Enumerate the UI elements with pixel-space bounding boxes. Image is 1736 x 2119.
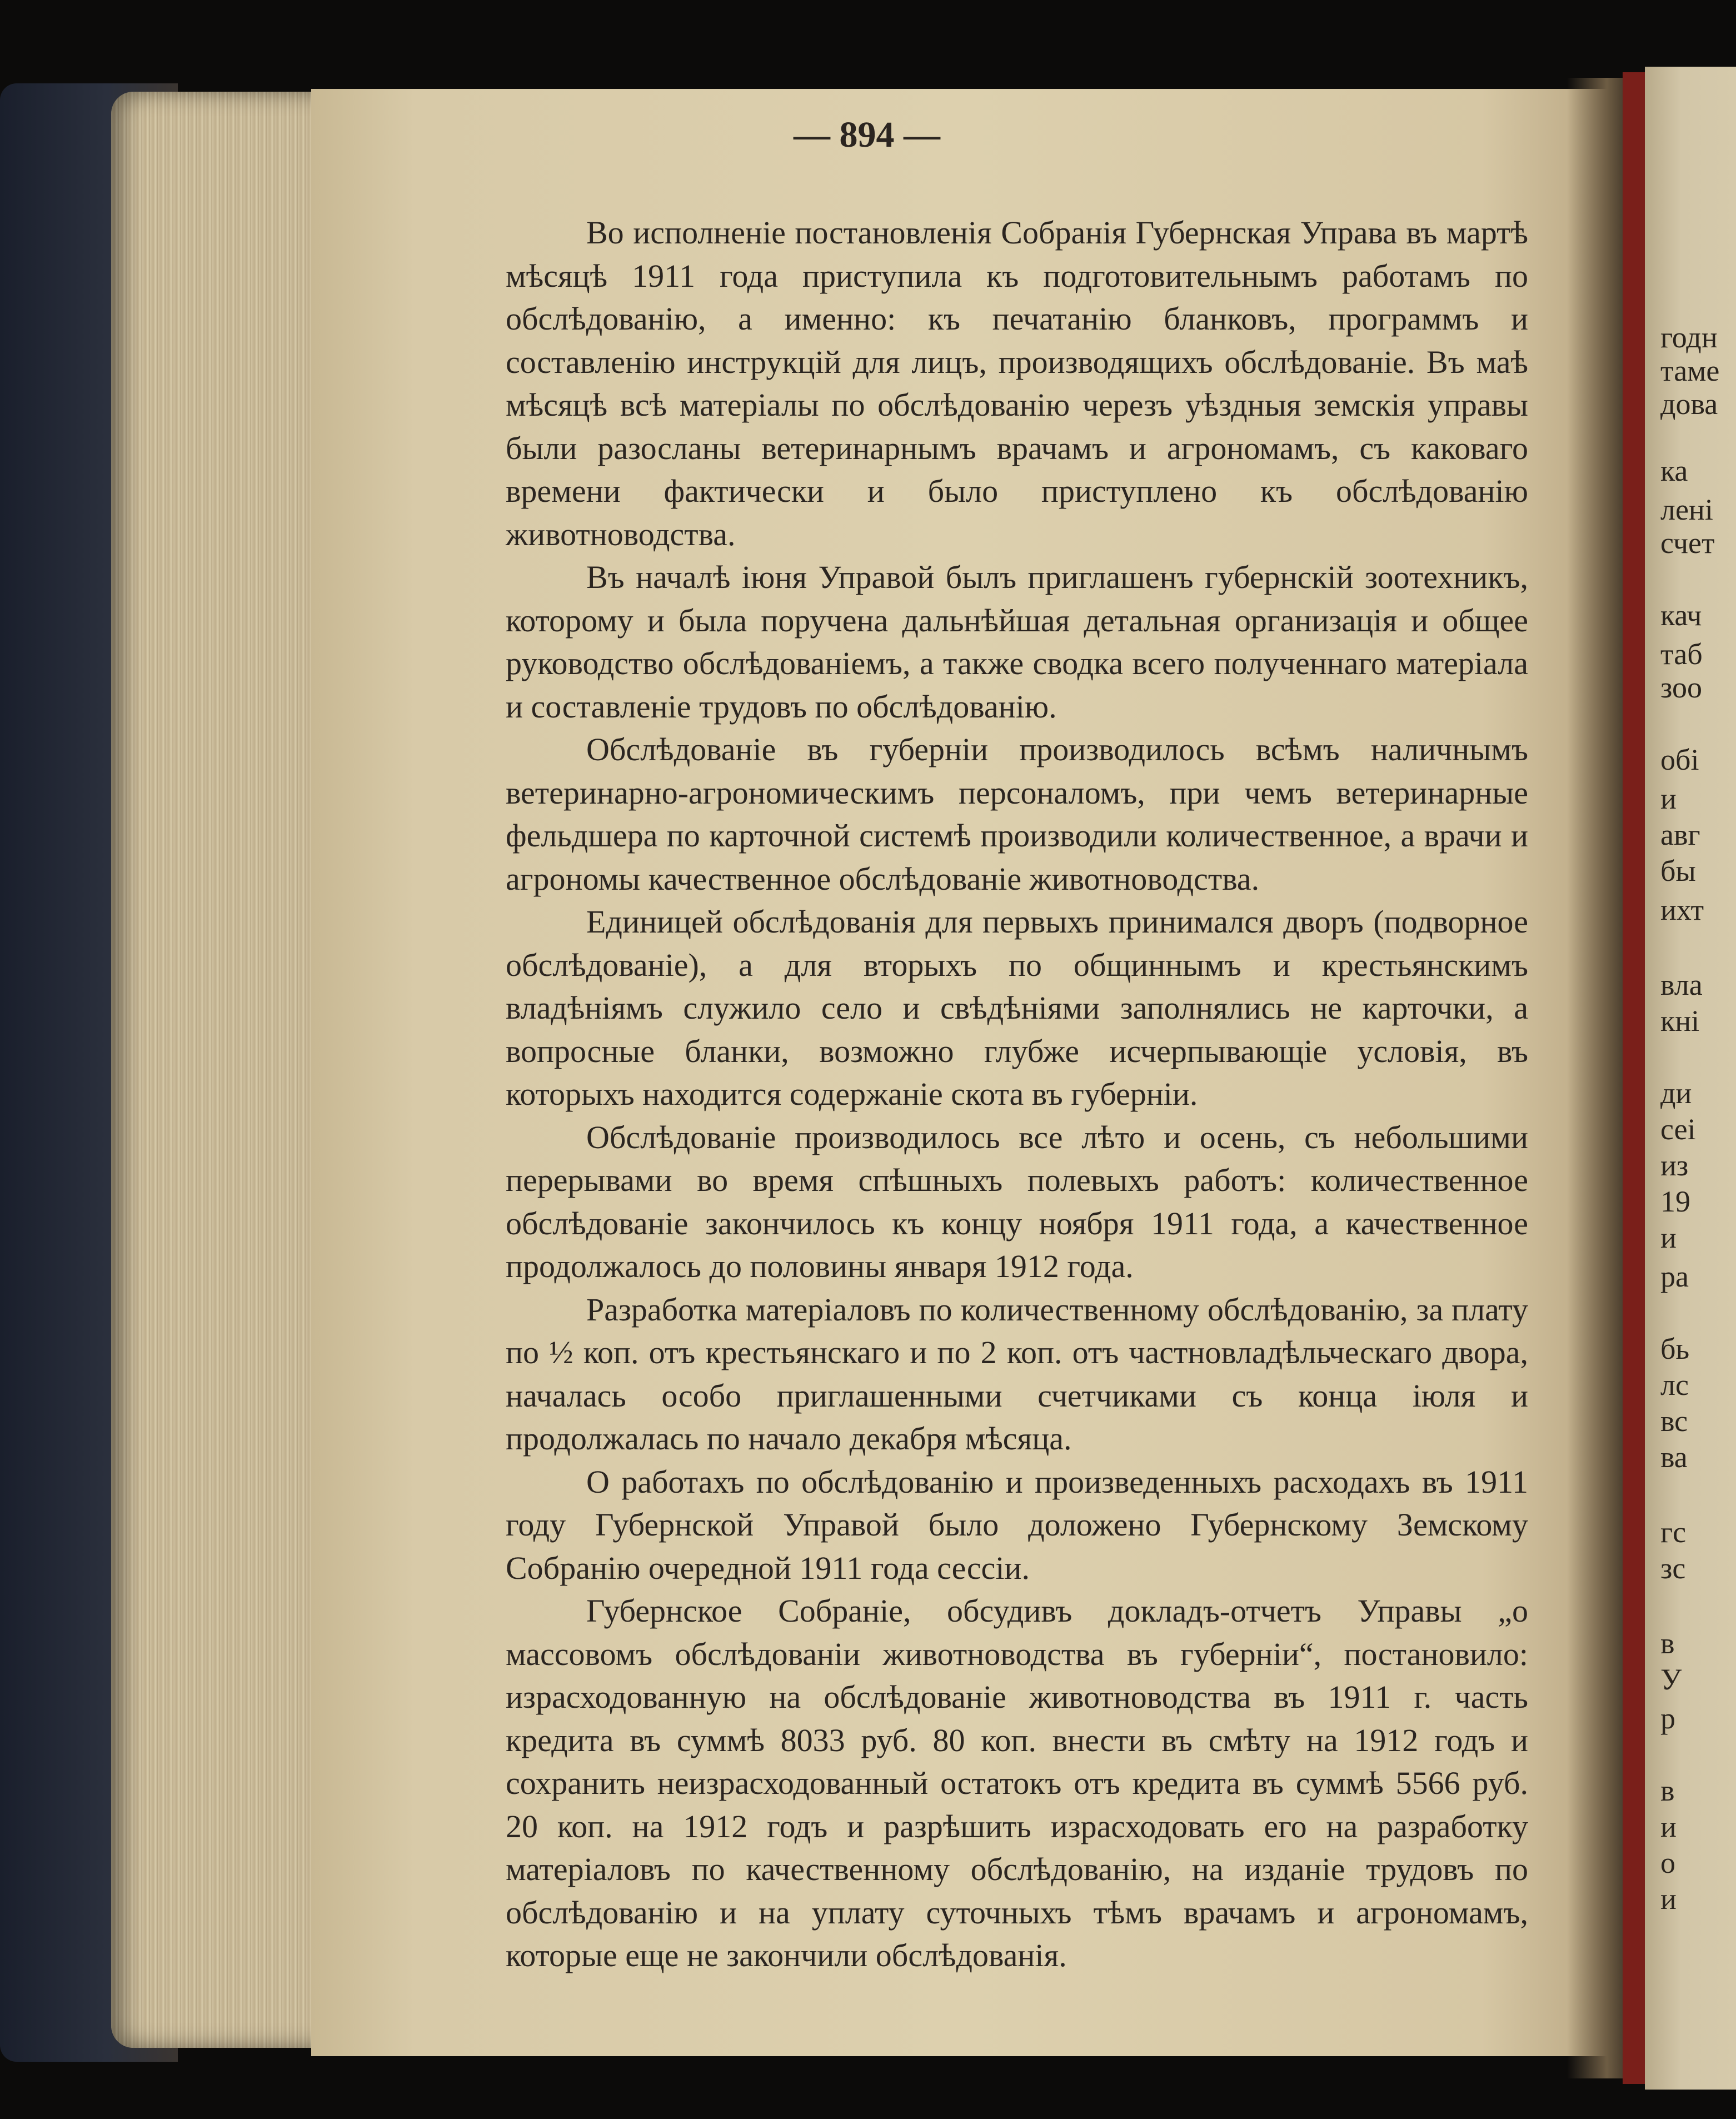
facing-page-line: и: [1660, 1221, 1677, 1254]
paragraph: Единицей обслѣдованія для первыхъ принимался дворъ (подворное обслѣдованіе), а для вторыхъ по общиннымъ и крестьянскимъ владѣніямъ служило село и свѣдѣніями заполнялись не карточки, а вопросные бланки, возможно глубже исчерпывающіе условія, въ которыхъ находится содержаніе скота въ губерніи.: [506, 904, 1528, 1112]
facing-page-line: ка: [1660, 454, 1688, 487]
facing-page-line: дова: [1660, 387, 1718, 421]
facing-page-line: зоо: [1660, 671, 1703, 704]
facing-page-line: лс: [1660, 1368, 1689, 1402]
facing-page-line: в: [1660, 1627, 1675, 1660]
facing-page-line: кні: [1660, 1004, 1700, 1038]
facing-page-line: о: [1660, 1846, 1675, 1879]
paragraph: Въ началѣ іюня Управой былъ приглашенъ губернскій зоотехникъ, которому и была поручена дальнѣйшая детальная организація и общее руководство обслѣдованіемъ, а также сводка всего полученнаго матеріала и составленіе трудовъ по обслѣдованію.: [506, 559, 1528, 725]
facing-page-line: лені: [1660, 493, 1713, 526]
facing-page-line: зс: [1660, 1552, 1686, 1585]
facing-page-line: и: [1660, 1882, 1677, 1916]
facing-page-line: вс: [1660, 1404, 1688, 1438]
paragraph: Обслѣдованіе производилось все лѣто и осень, съ небольшими перерывами во время спѣшныхъ полевыхъ работъ: количественное обслѣдованіе закончилось къ концу ноября 1911 года, а качественное продолжалось до половины января 1912 года.: [506, 1119, 1528, 1284]
facing-page-line: и: [1660, 782, 1677, 815]
facing-page-line: У: [1660, 1663, 1682, 1696]
facing-page-line: ва: [1660, 1440, 1688, 1474]
facing-page-line: из: [1660, 1149, 1689, 1182]
facing-page-line: в: [1660, 1774, 1675, 1807]
facing-page-line: таб: [1660, 637, 1703, 671]
facing-page-line: и: [1660, 1810, 1677, 1843]
book-binding: [1623, 72, 1645, 2084]
paragraph: О работахъ по обслѣдованію и произведенныхъ расходахъ въ 1911 году Губернской Управой было доложено Губернскому Земскому Собранію очередной 1911 года сессіи.: [506, 1463, 1528, 1586]
paragraph: Обслѣдованіе въ губерніи производилось всѣмъ наличнымъ ветеринарно-агрономическимъ персоналомъ, при чемъ ветеринарные фельдшера по карточной системѣ производили количественное, а врачи и агрономы качественное обслѣдованіе животноводства.: [506, 731, 1528, 897]
facing-page-line: бь: [1660, 1332, 1690, 1365]
facing-page-line: вла: [1660, 968, 1703, 1001]
facing-page: [1645, 67, 1736, 2090]
facing-page-line: авг: [1660, 818, 1700, 851]
facing-page-line: ихт: [1660, 893, 1704, 926]
facing-page-line: обі: [1660, 743, 1699, 776]
page-number: — 894 —: [794, 114, 940, 155]
facing-page-line: 19: [1660, 1185, 1690, 1218]
paragraph: Во исполненіе постановленія Собранія Губернская Управа въ мартѣ мѣсяцѣ 1911 года приступила къ подготовительнымъ работамъ по обслѣдованію, а именно: къ печатанію бланковъ, программъ и составленію инструкцій для лицъ, производящихъ обслѣдованіе. Въ маѣ мѣсяцѣ всѣ матеріалы по обслѣдованію черезъ уѣздныя земскія управы были разосланы ветеринарнымъ врачамъ и агрономамъ, съ каковаго времени фактически и было приступлено къ обслѣдованію животноводства.: [506, 215, 1528, 552]
facing-page-line: ра: [1660, 1260, 1689, 1293]
facing-page-line: кач: [1660, 599, 1702, 632]
facing-page-line: счет: [1660, 526, 1715, 560]
facing-page-line: таме: [1660, 354, 1720, 387]
facing-page-line: бы: [1660, 854, 1696, 888]
paragraph: Губернское Собраніе, обсудивъ докладъ-отчетъ Управы „о массовомъ обслѣдованіи животноводства въ губерніи“, постановило: израсходованную на обслѣдованіе животноводства въ 1911 г. часть кредита въ суммѣ 8033 руб. 80 коп. внести въ смѣту на 1912 годъ и сохранить неизрасходованный остатокъ отъ кредита въ суммѣ 5566 руб. 20 коп. на 1912 годъ и разрѣшить израсходовать его на разработку матеріаловъ по качественному обслѣдованію, на изданіе трудовъ по обслѣдованію и на уплату суточныхъ тѣмъ врачамъ и агрономамъ, которые еще не закончили обслѣдованія.: [506, 1593, 1528, 1973]
facing-page-line: ди: [1660, 1076, 1692, 1110]
facing-page-line: сеі: [1660, 1113, 1696, 1146]
facing-page-line: гс: [1660, 1515, 1687, 1549]
facing-page-line: р: [1660, 1702, 1675, 1735]
facing-page-line: годн: [1660, 321, 1718, 354]
page-edges: [111, 92, 345, 2048]
body-text: [506, 211, 1528, 1977]
paragraph: Разработка матеріаловъ по количественному обслѣдованію, за плату по ½ коп. отъ крестьянскаго и по 2 коп. отъ частновладѣльческаго двора, началась особо приглашенными счетчиками съ конца іюля и продолжалась по начало декабря мѣсяца.: [506, 1291, 1528, 1457]
